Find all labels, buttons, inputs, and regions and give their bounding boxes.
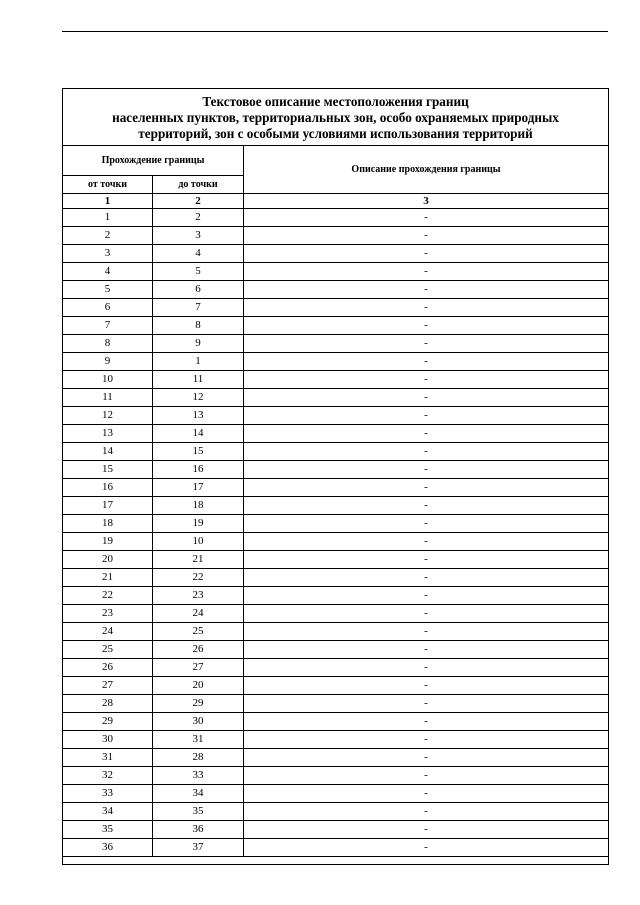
cell-desc: - [244, 245, 609, 263]
cell-desc: - [244, 515, 609, 533]
header-from-point: от точки [63, 176, 153, 194]
cell-desc: - [244, 839, 609, 857]
cell-to: 5 [153, 263, 244, 281]
cell-from: 4 [63, 263, 153, 281]
cell-desc: - [244, 821, 609, 839]
cell-to: 17 [153, 479, 244, 497]
cell-desc: - [244, 227, 609, 245]
table-row [63, 839, 609, 857]
table-row [63, 785, 609, 803]
cell-from: 17 [63, 497, 153, 515]
cell-from: 24 [63, 623, 153, 641]
cell-desc: - [244, 569, 609, 587]
cell-from: 32 [63, 767, 153, 785]
table-row [63, 767, 609, 785]
table-row [63, 407, 609, 425]
cell-from: 28 [63, 695, 153, 713]
cell-to: 29 [153, 695, 244, 713]
table-row [63, 641, 609, 659]
cell-desc: - [244, 209, 609, 227]
table-row [63, 803, 609, 821]
cell-to: 18 [153, 497, 244, 515]
cell-desc: - [244, 785, 609, 803]
cell-to: 15 [153, 443, 244, 461]
cell-desc: - [244, 803, 609, 821]
table-row [63, 623, 609, 641]
cell-to: 7 [153, 299, 244, 317]
cell-desc: - [244, 767, 609, 785]
cell-to: 9 [153, 335, 244, 353]
cell-from: 20 [63, 551, 153, 569]
cell-desc: - [244, 677, 609, 695]
cell-desc: - [244, 317, 609, 335]
cell-to: 30 [153, 713, 244, 731]
cell-desc: - [244, 587, 609, 605]
cell-desc: - [244, 407, 609, 425]
table-row [63, 461, 609, 479]
title-line-2: населенных пунктов, территориальных зон, особо охраняемых природных [112, 109, 559, 125]
boundary-table [62, 88, 609, 865]
cell-to: 11 [153, 371, 244, 389]
table-row [63, 533, 609, 551]
cell-from: 23 [63, 605, 153, 623]
cell-to: 8 [153, 317, 244, 335]
cell-to: 2 [153, 209, 244, 227]
table-title [63, 89, 609, 146]
title-line-3: территорий, зон с особыми условиями использования территорий [138, 125, 533, 141]
cell-to: 34 [153, 785, 244, 803]
cell-to: 3 [153, 227, 244, 245]
cell-from: 8 [63, 335, 153, 353]
cell-from: 10 [63, 371, 153, 389]
cell-from: 26 [63, 659, 153, 677]
cell-desc: - [244, 335, 609, 353]
cell-desc: - [244, 353, 609, 371]
cell-from: 29 [63, 713, 153, 731]
cell-to: 16 [153, 461, 244, 479]
cell-from: 34 [63, 803, 153, 821]
cell-to: 21 [153, 551, 244, 569]
table-row [63, 731, 609, 749]
cell-from: 30 [63, 731, 153, 749]
cell-desc: - [244, 461, 609, 479]
cell-from: 6 [63, 299, 153, 317]
table-row [63, 335, 609, 353]
cell-desc: - [244, 659, 609, 677]
column-number-2: 2 [153, 194, 244, 209]
cell-from: 18 [63, 515, 153, 533]
cell-from: 12 [63, 407, 153, 425]
table-row [63, 227, 609, 245]
table-row [63, 245, 609, 263]
header-passage: Прохождение границы [63, 146, 244, 176]
cell-from: 2 [63, 227, 153, 245]
cell-to: 6 [153, 281, 244, 299]
cell-to: 22 [153, 569, 244, 587]
table-row [63, 371, 609, 389]
table-row [63, 551, 609, 569]
table-row [63, 497, 609, 515]
table-row [63, 479, 609, 497]
table-row [63, 587, 609, 605]
table-row [63, 659, 609, 677]
cell-to: 19 [153, 515, 244, 533]
cell-desc: - [244, 533, 609, 551]
cell-to: 20 [153, 677, 244, 695]
cell-to: 4 [153, 245, 244, 263]
cell-desc: - [244, 281, 609, 299]
cell-from: 15 [63, 461, 153, 479]
cell-from: 9 [63, 353, 153, 371]
table-row [63, 353, 609, 371]
table-row [63, 317, 609, 335]
table-row [63, 677, 609, 695]
header-description: Описание прохождения границы [244, 146, 609, 194]
cell-desc: - [244, 713, 609, 731]
table-row [63, 695, 609, 713]
table-row [63, 263, 609, 281]
cell-to: 33 [153, 767, 244, 785]
table-row [63, 443, 609, 461]
cell-to: 12 [153, 389, 244, 407]
cell-from: 19 [63, 533, 153, 551]
cell-from: 22 [63, 587, 153, 605]
cell-desc: - [244, 623, 609, 641]
cell-from: 1 [63, 209, 153, 227]
cell-from: 7 [63, 317, 153, 335]
cell-to: 28 [153, 749, 244, 767]
table-row [63, 515, 609, 533]
cell-desc: - [244, 731, 609, 749]
cell-desc: - [244, 389, 609, 407]
title-line-1: Текстовое описание местоположения границ [202, 93, 469, 109]
cell-to: 36 [153, 821, 244, 839]
empty-row [63, 857, 609, 865]
table-row [63, 389, 609, 407]
cell-desc: - [244, 299, 609, 317]
table-row [63, 281, 609, 299]
cell-to: 31 [153, 731, 244, 749]
table-row [63, 299, 609, 317]
cell-desc: - [244, 605, 609, 623]
cell-from: 16 [63, 479, 153, 497]
cell-from: 33 [63, 785, 153, 803]
cell-from: 21 [63, 569, 153, 587]
cell-from: 35 [63, 821, 153, 839]
table-row [63, 569, 609, 587]
column-number-row [63, 194, 609, 209]
cell-desc: - [244, 695, 609, 713]
cell-desc: - [244, 749, 609, 767]
cell-from: 5 [63, 281, 153, 299]
cell-to: 10 [153, 533, 244, 551]
cell-desc: - [244, 641, 609, 659]
table-row [63, 209, 609, 227]
cell-from: 27 [63, 677, 153, 695]
cell-to: 13 [153, 407, 244, 425]
cell-to: 35 [153, 803, 244, 821]
cell-to: 37 [153, 839, 244, 857]
cell-to: 26 [153, 641, 244, 659]
cell-desc: - [244, 497, 609, 515]
cell-desc: - [244, 263, 609, 281]
cell-from: 36 [63, 839, 153, 857]
cell-from: 25 [63, 641, 153, 659]
cell-desc: - [244, 425, 609, 443]
column-number-1: 1 [63, 194, 153, 209]
empty-cell [63, 857, 609, 865]
table-row [63, 425, 609, 443]
cell-desc: - [244, 371, 609, 389]
header-to-point: до точки [153, 176, 244, 194]
table-row [63, 749, 609, 767]
cell-to: 24 [153, 605, 244, 623]
table-row [63, 821, 609, 839]
table-row [63, 605, 609, 623]
cell-from: 31 [63, 749, 153, 767]
cell-desc: - [244, 551, 609, 569]
table-row [63, 713, 609, 731]
cell-to: 1 [153, 353, 244, 371]
cell-from: 13 [63, 425, 153, 443]
header-rule [62, 31, 608, 32]
cell-to: 14 [153, 425, 244, 443]
cell-desc: - [244, 479, 609, 497]
cell-to: 25 [153, 623, 244, 641]
cell-to: 23 [153, 587, 244, 605]
cell-from: 11 [63, 389, 153, 407]
cell-desc: - [244, 443, 609, 461]
cell-from: 14 [63, 443, 153, 461]
cell-from: 3 [63, 245, 153, 263]
column-number-3: 3 [244, 194, 609, 209]
cell-to: 27 [153, 659, 244, 677]
